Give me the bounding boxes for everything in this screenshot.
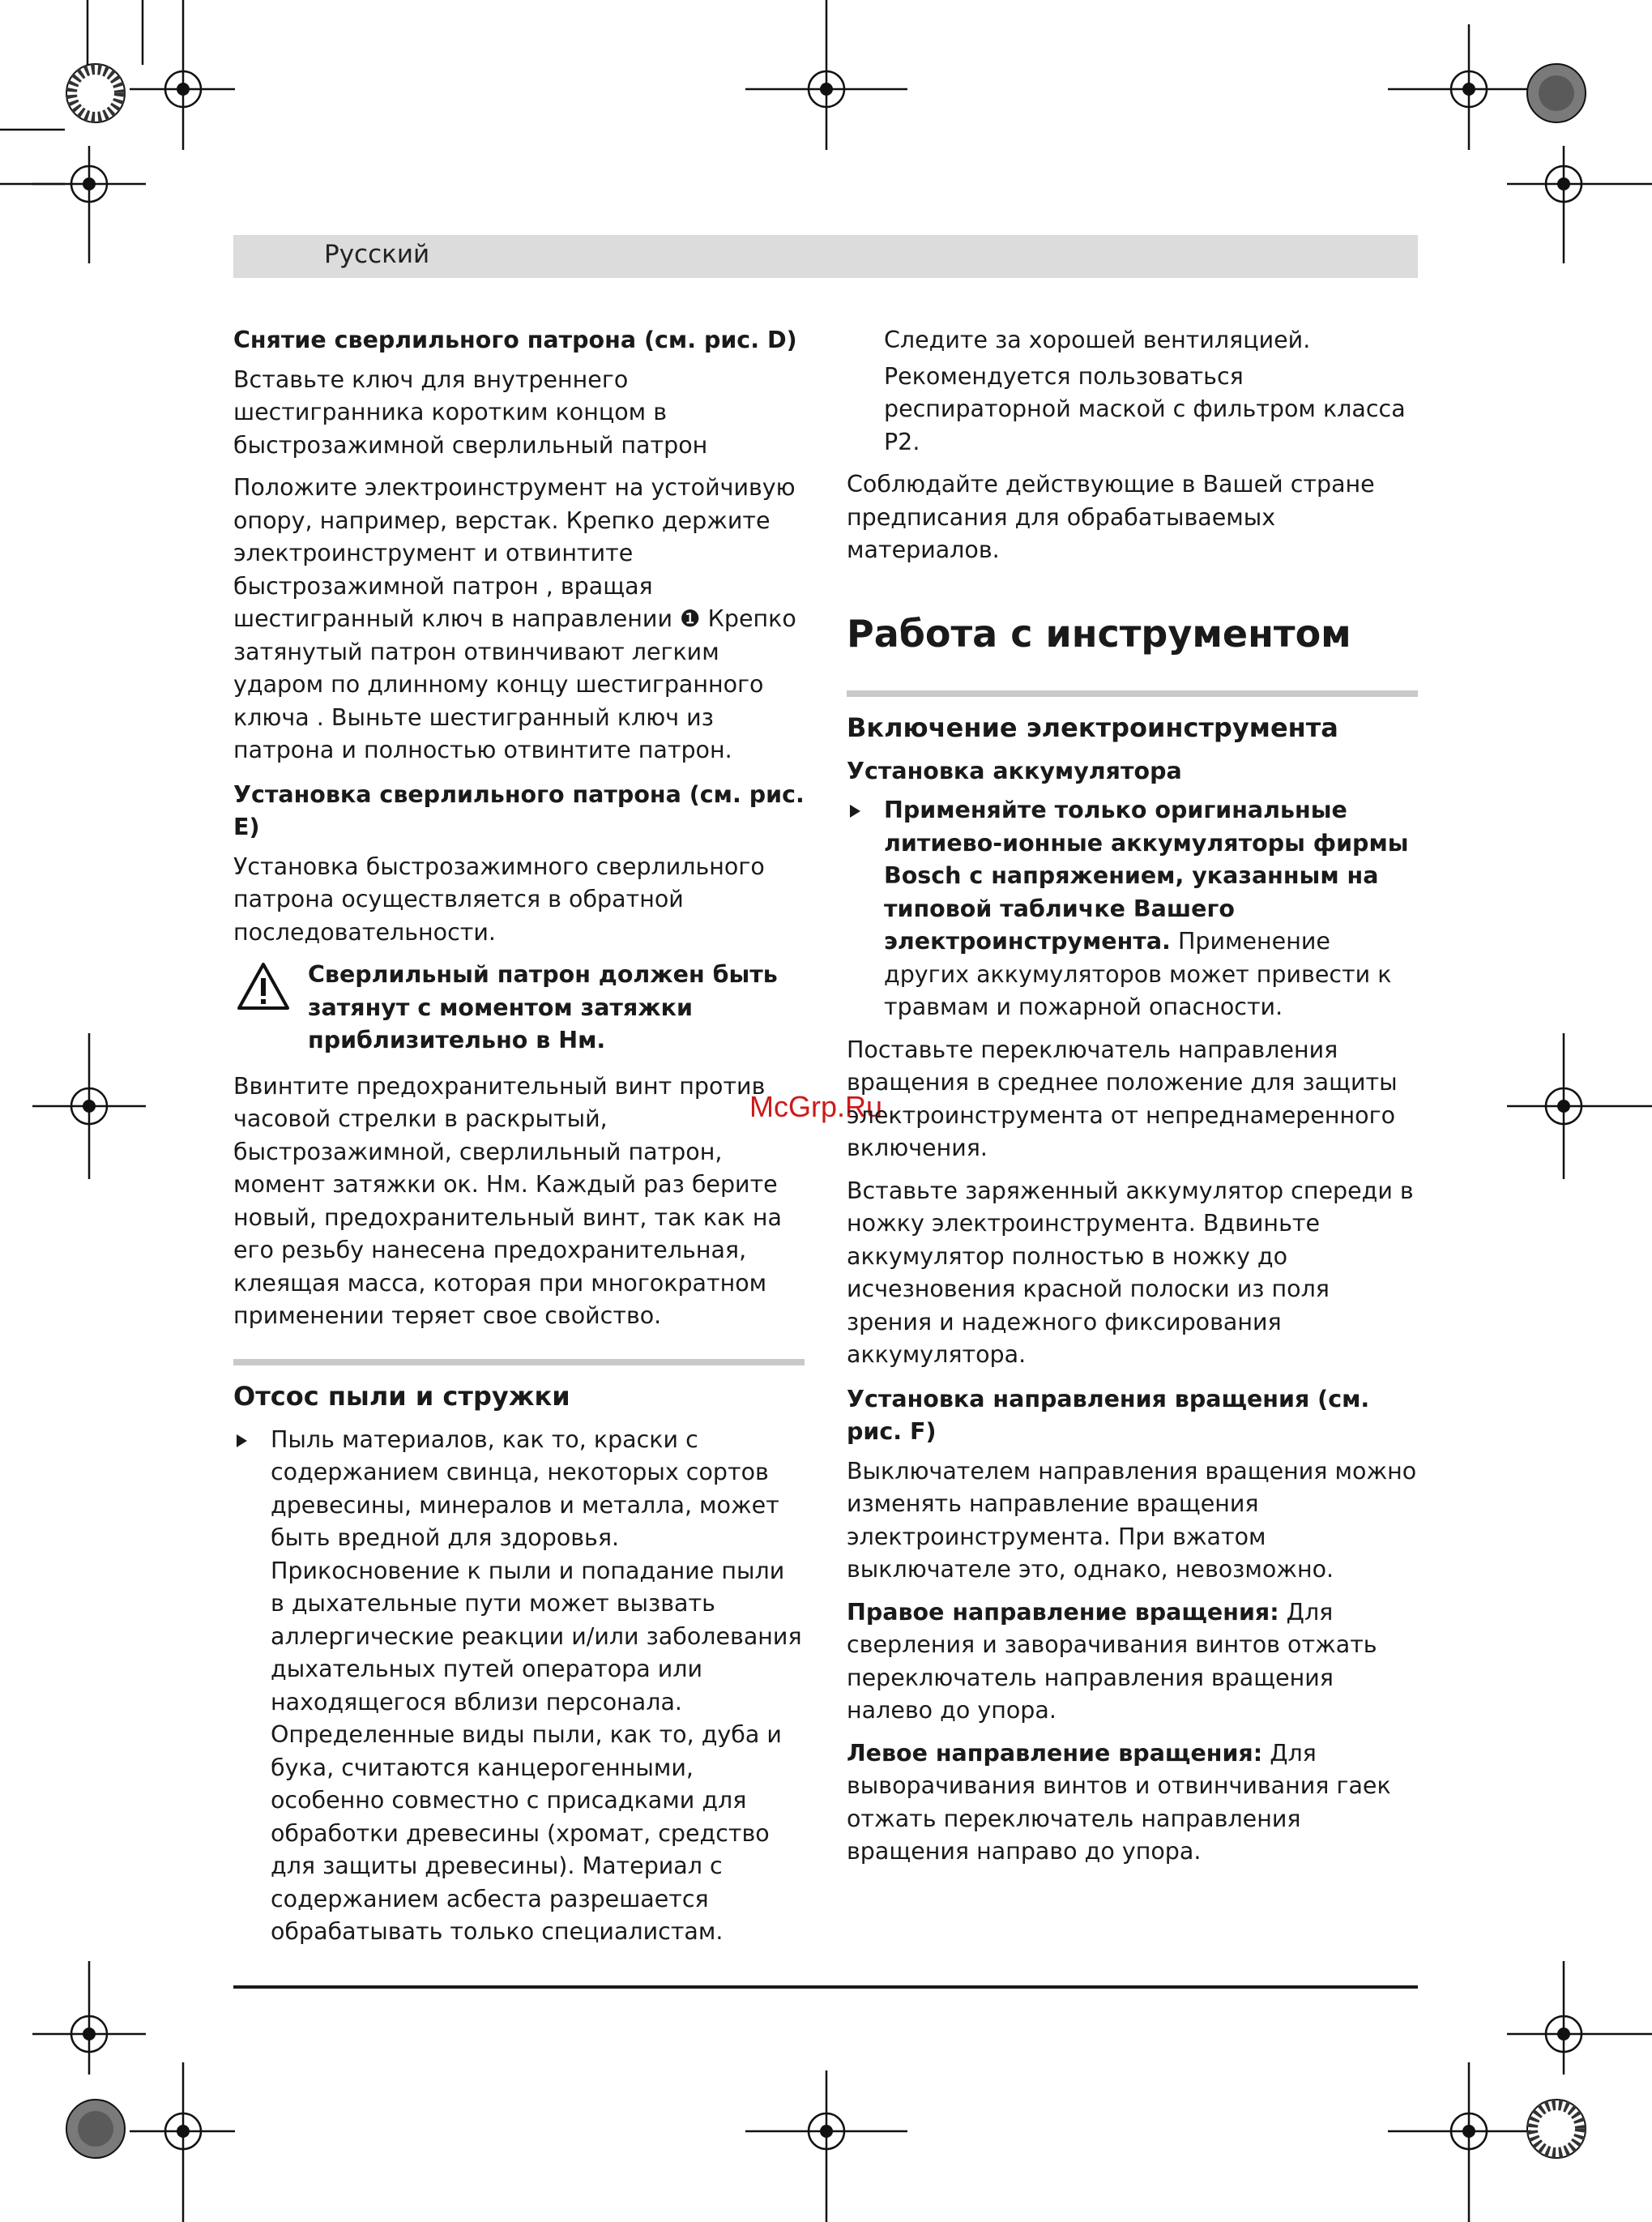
chuck-installation-intro: Установка быстрозажимного сверлильного патрона осуществляется в обратной последовательности.: [233, 852, 765, 946]
battery-bullet-rest: Применение других аккумуляторов может привести к травмам и пожарной опасности.: [884, 928, 1392, 1020]
rotation-direction-heading: Установка направления вращения (см. рис. F): [847, 1385, 1370, 1445]
right-rotation-label: Правое направление вращения:: [847, 1598, 1279, 1626]
dust-extraction-heading: Отсос пыли и стружки: [233, 1359, 805, 1414]
battery-bullet: [847, 794, 1418, 1024]
right-rotation-desc: Для сверления и заворачивания винтов отжать переключатель направления вращения налево до упора.: [847, 1598, 1377, 1724]
right-column: [847, 324, 1418, 1878]
chuck-removal-heading: Снятие сверлильного патрона (см. рис. D): [233, 327, 797, 353]
battery-installation-heading: Установка аккумулятора: [847, 757, 1182, 784]
watermark: McGrp.Ru: [749, 1090, 883, 1123]
chuck-removal-step-2: Положите электроинструмент на устойчивую опору, например, верстак. Крепко держите электроинструмент и отвинтите быстрозажимной патрон , вращая шестигранный ключ в направлении ❶ Крепко затянутый патрон отвинчивают легким ударом по длинному концу шестигранного ключа . Выньте шестигранный ключ из патрона и полностью отвинтите патрон.: [233, 474, 796, 763]
safety-screw-instruction: Ввинтите предохранительный винт против часовой стрелки в раскрытый, быстрозажимной, сверлильный патрон, момент затяжки ок. Нм. Каждый раз берите новый, предохранительный винт, так как на его резьбу нанесена предохранительная, клеящая масса, которая при многократном применении теряет свое свойство.: [233, 1072, 782, 1329]
language-label: Русский: [324, 240, 430, 269]
dust-hazard-bullet: [233, 1424, 805, 1949]
chapter-title: Работа с инструментом: [847, 611, 1351, 656]
chuck-removal-step-1: Вставьте ключ для внутреннего шестигранника коротким концом в быстрозажимной сверлильный патрон: [233, 365, 708, 459]
dust-continuation: [847, 324, 1418, 459]
bullet-arrow-icon: [237, 1434, 247, 1447]
insert-battery-text: Вставьте заряженный аккумулятор спереди в ножку электроинструмента. Вдвиньте аккумулятор полностью в ножку до исчезновения красной полоски из поля зрения и надежного фиксирования аккумулятора.: [847, 1177, 1414, 1368]
direction-switch-neutral: Поставьте переключатель направления вращения в среднее положение для защиты электроинструмента от непреднамеренного включения.: [847, 1036, 1398, 1161]
battery-bullet-text: [884, 794, 1418, 1024]
regulations-note: Соблюдайте действующие в Вашей стране предписания для обрабатываемых материалов.: [847, 471, 1375, 563]
rotation-direction-intro: Выключателем направления вращения можно изменять направление вращения электроинструмента. При вжатом выключателе это, однако, невозможно.: [847, 1457, 1417, 1583]
left-rotation-desc: Для выворачивания винтов и отвинчивания гаек отжать переключатель направления вращения направо до упора.: [847, 1739, 1391, 1865]
dust-hazard-text: Пыль материалов, как то, краски с содержанием свинца, некоторых сортов древесины, минералов и металла, может быть вредной для здоровья. Прикосновение к пыли и попадание пыли в дыхательные пути может вызвать аллергические реакции и/или заболевания дыхательных путей оператора или находящегося вблизи персонала. Определенные виды пыли, как то, дуба и бука, считаются канцерогенными, особенно совместно с присадками для обработки древесины (хромат, средство для защиты древесины). Материал с содержанием асбеста разрешается обрабатывать только специалистам.: [271, 1425, 802, 1945]
left-column: [233, 324, 805, 1959]
switching-on-heading: Включение электроинструмента: [847, 690, 1418, 746]
left-rotation-text: [847, 1737, 1418, 1869]
torque-warning: [233, 959, 805, 1058]
torque-warning-text: Сверлильный патрон должен быть затянут с моментом затяжки приблизительно в Нм.: [308, 961, 778, 1053]
bullet-arrow-icon: [850, 805, 860, 818]
left-rotation-label: Левое направление вращения:: [847, 1739, 1263, 1767]
battery-bullet-bold: Применяйте только оригинальные литиево-ионные аккумуляторы фирмы Bosch с напряжением, указанным на типовой табличке Вашего электроинструмента.: [884, 797, 1409, 955]
footer-rule: [233, 1985, 1418, 1989]
language-header-band: [233, 235, 1418, 278]
ventilation-note: Следите за хорошей вентиляцией.: [884, 327, 1311, 353]
right-rotation-text: [847, 1596, 1418, 1728]
warning-triangle-icon: [237, 962, 290, 1014]
respirator-note: Рекомендуется пользоваться респираторной маской с фильтром класса P2.: [884, 362, 1406, 455]
chuck-installation-heading: Установка сверлильного патрона (см. рис. E): [233, 780, 805, 840]
